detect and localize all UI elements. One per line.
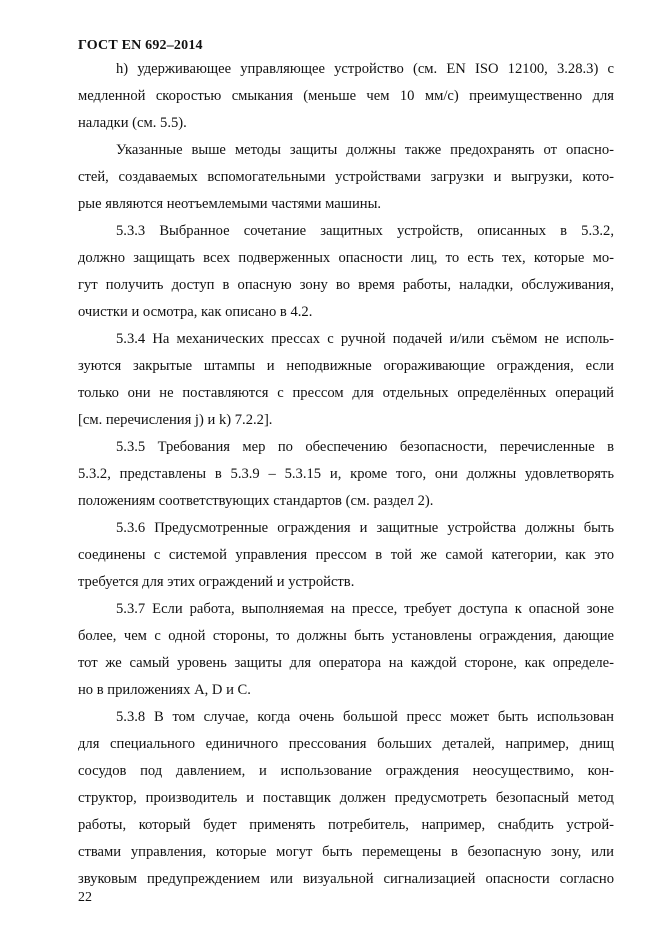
text-line: структор, производитель и поставщик должен предусмотреть безопасный метод <box>78 790 614 806</box>
text-line: 5.3.4 На механических прессах с ручной подачей и/или съёмом не исполь- <box>116 331 614 347</box>
paragraph-clause-5-3-8 <box>78 704 614 893</box>
paragraph-protection-methods <box>78 137 614 218</box>
text-line: сосудов под давлением, и использование ограждения неосуществимо, кон- <box>78 763 614 779</box>
paragraph-clause-5-3-4 <box>78 326 614 434</box>
text-line: должно защищать всех подверженных опасности лиц, то есть тех, которые мо- <box>78 250 614 266</box>
text-line: 5.3.5 Требования мер по обеспечению безопасности, перечисленные в <box>116 439 614 455</box>
text-line: очистки и осмотра, как описано в 4.2. <box>78 304 313 320</box>
text-line: только они не поставляются с прессом для отдельных определённых операций <box>78 385 614 401</box>
text-line: но в приложениях A, D и C. <box>78 682 251 698</box>
text-line: 5.3.7 Если работа, выполняемая на прессе, требует доступа к опасной зоне <box>116 601 614 617</box>
text-line: требуется для этих ограждений и устройств. <box>78 574 355 590</box>
text-line: положениям соответствующих стандартов (см. раздел 2). <box>78 493 434 509</box>
paragraph-clause-5-3-3 <box>78 218 614 326</box>
text-line: 5.3.2, представлены в 5.3.9 – 5.3.15 и, кроме того, они должны удовлетворять <box>78 466 614 482</box>
text-line: медленной скоростью смыкания (меньше чем 10 мм/с) преимущественно для <box>78 88 614 104</box>
text-line: наладки (см. 5.5). <box>78 115 187 131</box>
text-line: тот же самый уровень защиты для оператора на каждой стороне, как определе- <box>78 655 614 671</box>
paragraph-clause-5-3-6 <box>78 515 614 596</box>
text-line: зуются закрытые штампы и неподвижные огораживающие ограждения, если <box>78 358 614 374</box>
text-line: Указанные выше методы защиты должны также предохранять от опасно- <box>116 142 614 158</box>
text-line: работы, который будет применять потребитель, например, снабдить устрой- <box>78 817 614 833</box>
text-line: гут получить доступ в опасную зону во время работы, наладки, обслуживания, <box>78 277 614 293</box>
text-line: h) удерживающее управляющее устройство (см. EN ISO 12100, 3.28.3) с <box>116 61 614 77</box>
text-line: [см. перечисления j) и k) 7.2.2]. <box>78 412 273 428</box>
paragraph-clause-5-3-7 <box>78 596 614 704</box>
text-line: 5.3.8 В том случае, когда очень большой пресс может быть использован <box>116 709 614 725</box>
text-line: более, чем с одной стороны, то должны быть установлены ограждения, дающие <box>78 628 614 644</box>
paragraph-clause-5-3-5 <box>78 434 614 515</box>
document-header: ГОСТ EN 692–2014 <box>78 38 203 53</box>
text-line: 5.3.6 Предусмотренные ограждения и защитные устройства должны быть <box>116 520 614 536</box>
page-number: 22 <box>78 890 92 905</box>
text-line: стей, создаваемых вспомогательными устройствами загрузки и выгрузки, кото- <box>78 169 614 185</box>
text-line: ствами управления, которые могут быть перемещены в безопасную зону, или <box>78 844 614 860</box>
text-line: соединены с системой управления прессом в той же самой категории, как это <box>78 547 614 563</box>
text-line: звуковым предупреждением или визуальной сигнализацией опасности согласно <box>78 871 614 887</box>
document-body <box>78 56 614 893</box>
text-line: рые являются неотъемлемыми частями машины. <box>78 196 382 212</box>
paragraph-item-h <box>78 56 614 137</box>
text-line: для специального единичного прессования больших деталей, например, днищ <box>78 736 614 752</box>
text-line: 5.3.3 Выбранное сочетание защитных устройств, описанных в 5.3.2, <box>116 223 614 239</box>
